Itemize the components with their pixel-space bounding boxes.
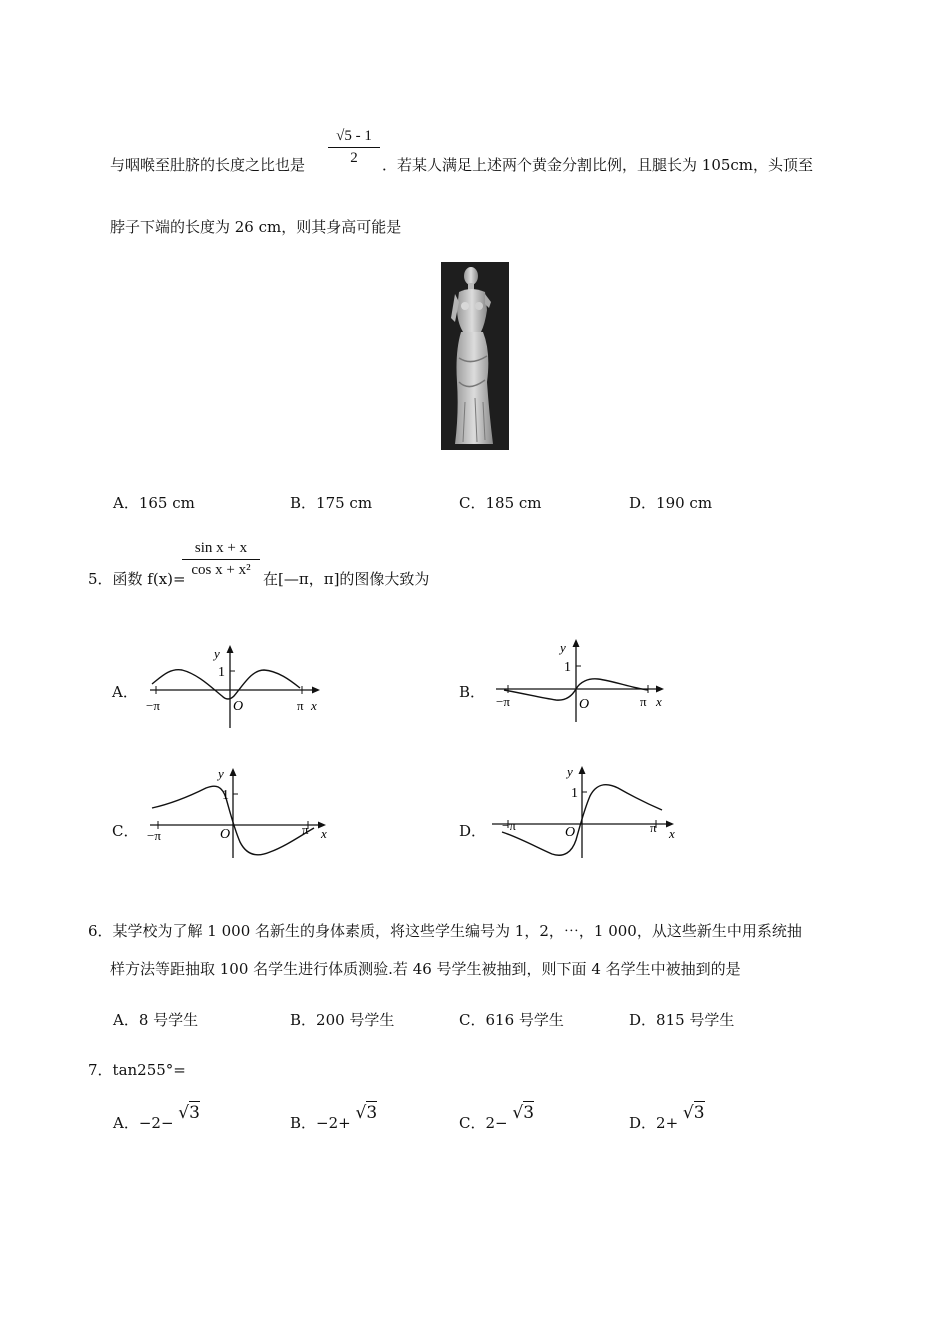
graph-d-label: D． — [459, 822, 487, 840]
x-right-tick: π — [297, 698, 304, 713]
x-right-tick: π — [640, 694, 647, 709]
q4-line2: 脖子下端的长度为 26 cm，则其身高可能是 — [110, 218, 402, 236]
q6-option-b: B．200 号学生 — [290, 1011, 395, 1029]
graph-b-label: B． — [459, 683, 486, 701]
origin-label: O — [220, 827, 231, 842]
q4-line1-after: ．若某人满足上述两个黄金分割比例，且腿长为 105cm，头顶至 — [382, 156, 814, 174]
y-tick-1: 1 — [564, 660, 571, 675]
x-left-tick: −π — [496, 694, 510, 709]
y-axis-label: y — [560, 640, 566, 655]
q4-option-b: B．175 cm — [290, 494, 373, 512]
option-prefix: D．2+ — [629, 1114, 679, 1132]
q5-suffix: 在[—π，π]的图像大致为 — [263, 570, 430, 588]
fraction-denominator: 2 — [350, 150, 358, 166]
y-axis-label: y — [218, 766, 224, 781]
x-axis-label: x — [321, 826, 327, 841]
sqrt-sign: √ — [512, 1103, 524, 1123]
sqrt-radicand: 3 — [366, 1103, 378, 1123]
x-axis-label: x — [669, 826, 675, 841]
q5-prefix: 5．函数 f(x)= — [88, 570, 186, 588]
x-axis-label: x — [656, 694, 662, 709]
q5-numerator: sin x + x — [182, 540, 260, 560]
graph-a — [140, 640, 330, 732]
q6-line2: 样方法等距抽取 100 名学生进行体质测验.若 46 号学生被抽到，则下面 4 名学生中被抽到的是 — [110, 960, 741, 978]
sqrt-sign: √ — [178, 1103, 190, 1123]
q4-option-d: D．190 cm — [629, 494, 713, 512]
x-left-tick: −π — [502, 818, 516, 833]
q4-option-a: A．165 cm — [113, 494, 195, 512]
sqrt-radicand: 3 — [693, 1103, 705, 1123]
q5-function-fraction — [182, 540, 260, 579]
y-tick-1: 1 — [571, 786, 578, 801]
q6-option-c: C．616 号学生 — [459, 1011, 564, 1029]
q4-option-c: C．185 cm — [459, 494, 542, 512]
graph-c-label: C． — [112, 822, 139, 840]
origin-label: O — [233, 699, 244, 714]
sqrt-radicand: 3 — [523, 1103, 535, 1123]
q6-option-a: A．8 号学生 — [113, 1011, 199, 1029]
graph-b — [486, 634, 676, 726]
option-prefix: C．2− — [459, 1114, 508, 1132]
x-axis-label: x — [311, 698, 317, 713]
q7-option-b — [290, 1103, 378, 1133]
option-prefix: B．−2+ — [290, 1114, 351, 1132]
graph-a-label: A． — [112, 683, 138, 701]
graph-d — [486, 760, 686, 862]
y-tick-1: 1 — [222, 788, 229, 803]
sqrt-sign: √ — [355, 1103, 367, 1123]
origin-label: O — [565, 825, 576, 840]
q6-line1: 6．某学校为了解 1 000 名新生的身体素质，将这些学生编号为 1，2，⋯，1 000，从这些新生中用系统抽 — [88, 922, 802, 940]
option-prefix: A．−2− — [113, 1114, 174, 1132]
origin-label: O — [579, 697, 590, 712]
q7-stem: 7．tan255°= — [88, 1061, 186, 1079]
sqrt-sign: √ — [682, 1103, 694, 1123]
sqrt-radicand: 3 — [189, 1103, 200, 1123]
y-axis-label: y — [214, 646, 220, 661]
q7-option-c — [459, 1103, 535, 1133]
golden-ratio-fraction — [328, 128, 380, 167]
x-left-tick: −π — [146, 698, 160, 713]
q5-denominator: cos x + x² — [191, 562, 251, 578]
venus-statue-image — [441, 262, 509, 450]
x-right-tick: π — [302, 822, 309, 837]
q7-option-a — [113, 1103, 200, 1133]
x-right-tick: π — [650, 820, 657, 835]
x-left-tick: −π — [147, 828, 161, 843]
graph-c — [140, 762, 340, 862]
y-tick-1: 1 — [218, 665, 225, 680]
y-axis-label: y — [567, 764, 573, 779]
q7-option-d — [629, 1103, 705, 1133]
q4-line1-before: 与咽喉至肚脐的长度之比也是 — [110, 156, 306, 174]
q6-option-d: D．815 号学生 — [629, 1011, 735, 1029]
fraction-numerator: √5 - 1 — [328, 128, 380, 148]
